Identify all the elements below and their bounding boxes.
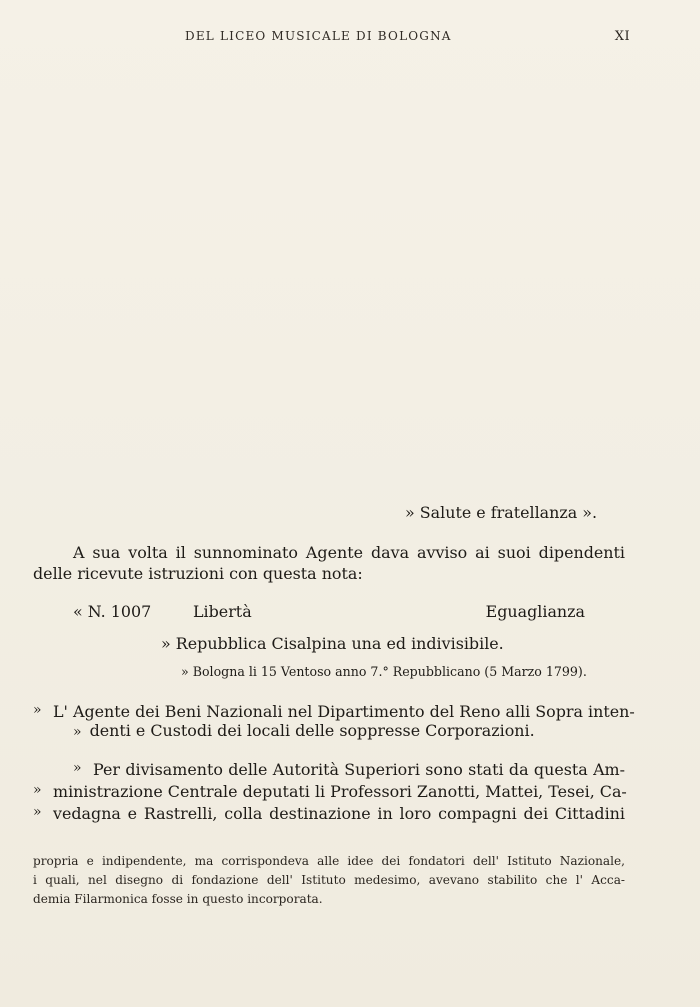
guillemet-mark: » bbox=[73, 724, 82, 740]
line-text: Per divisamento delle Autorità Superiori sono stati da questa Am- bbox=[93, 760, 625, 779]
motto-equality: Eguaglianza bbox=[485, 602, 585, 621]
line-text: vedagna e Rastrelli, colla destinazione in loro compagni dei Cittadini bbox=[53, 804, 625, 823]
date-line: » Bologna li 15 Ventoso anno 7.° Repubblicano (5 Marzo 1799). bbox=[181, 664, 587, 679]
motto-liberty: Libertà bbox=[193, 602, 252, 621]
closing-salutation: » Salute e fratellanza ». bbox=[405, 503, 598, 522]
line-text: ministrazione Centrale deputati li Professori Zanotti, Mattei, Tesei, Ca- bbox=[53, 782, 627, 801]
footnote-line: i quali, nel disegno di fondazione dell' Istituto medesimo, avevano stabilito che l' Acca- bbox=[33, 873, 625, 887]
republic-line: » Repubblica Cisalpina una ed indivisibile. bbox=[161, 634, 504, 653]
page-header bbox=[185, 29, 630, 49]
guillemet-mark: » bbox=[33, 702, 42, 718]
footnote-divider bbox=[33, 842, 625, 843]
guillemet-mark: » bbox=[33, 782, 42, 798]
guillemet-mark: » bbox=[73, 760, 82, 776]
footnote-line: propria e indipendente, ma corrispondeva alle idee dei fondatori dell' Istituto Nazionale, bbox=[33, 854, 625, 868]
footnote-line: demia Filarmonica fosse in questo incorporata. bbox=[33, 892, 323, 906]
address-line-2 bbox=[73, 721, 535, 740]
address-text-2: denti e Custodi dei locali delle soppresse Corporazioni. bbox=[89, 721, 535, 740]
intro-line-1: A sua volta il sunnominato Agente dava avviso ai suoi dipendenti bbox=[73, 543, 625, 562]
running-title: DEL LICEO MUSICALE DI BOLOGNA bbox=[185, 29, 452, 43]
intro-line-2: delle ricevute istruzioni con questa nota: bbox=[33, 564, 363, 583]
address-text-1: L' Agente dei Beni Nazionali nel Dipartimento del Reno alli Sopra inten- bbox=[53, 702, 635, 721]
footnote bbox=[33, 852, 625, 909]
document-number: « N. 1007 bbox=[73, 602, 152, 621]
page-number: XI bbox=[614, 29, 630, 44]
guillemet-mark: » bbox=[33, 804, 42, 820]
